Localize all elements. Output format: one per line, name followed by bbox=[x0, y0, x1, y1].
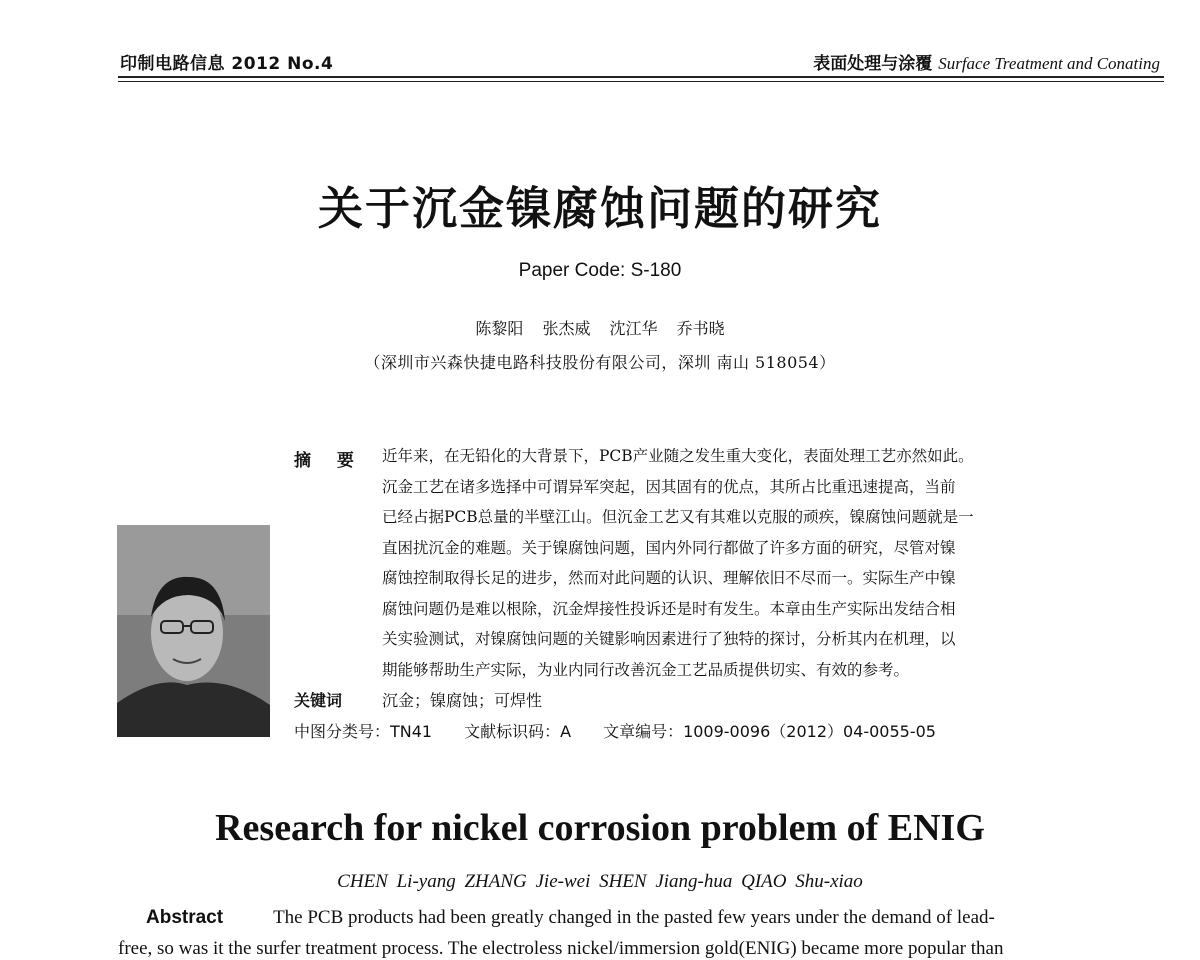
keywords-value: 沉金；镍腐蚀；可焊性 bbox=[382, 691, 543, 710]
abstract-zh-line: 腐蚀问题仍是难以根除，沉金焊接性投诉还是时有发生。本章由生产实际出发结合相 bbox=[382, 599, 956, 618]
section-header-en: Surface Treatment and Conating bbox=[938, 54, 1160, 73]
header-rule-thin bbox=[118, 81, 1164, 82]
document-code: 文献标识码：A bbox=[464, 722, 572, 741]
paper-code: Paper Code: S-180 bbox=[518, 260, 682, 281]
abstract-zh-text bbox=[382, 441, 1082, 685]
journal-header: 印制电路信息 2012 No.4 bbox=[120, 54, 334, 74]
abstract-en-label: Abstract bbox=[146, 907, 224, 928]
affiliation-zh: （深圳市兴森快捷电路科技股份有限公司，深圳 南山 518054） bbox=[364, 353, 836, 372]
abstract-zh-line: 腐蚀控制取得长足的进步，然而对此问题的认识、理解依旧不尽而一。实际生产中镍 bbox=[382, 569, 956, 587]
abstract-en-first-line bbox=[146, 906, 995, 929]
paper-title-en: Research for nickel corrosion problem of ENIG bbox=[215, 807, 985, 849]
abstract-en-text: The PCB products had been greatly changed in the pasted few years under the demand of lead- bbox=[273, 907, 995, 928]
classification-row bbox=[294, 719, 936, 742]
abstract-zh-line: 直困扰沉金的难题。关于镍腐蚀问题，国内外同行都做了许多方面的研究，尽管对镍 bbox=[382, 538, 956, 557]
paper-title-zh: 关于沉金镍腐蚀问题的研究 bbox=[317, 182, 882, 235]
abstract-en-second-line: free, so was it the surfer treatment process. The electroless nickel/immersion gold(ENIG) became more popular than bbox=[118, 938, 1004, 959]
section-header-zh: 表面处理与涂覆 bbox=[813, 54, 933, 74]
header-rule-thick bbox=[118, 76, 1164, 78]
keywords-row bbox=[294, 688, 542, 711]
abstract-zh-line: 沉金工艺在诸多选择中可谓异军突起，因其固有的优点，其所占比重迅速提高，当前 bbox=[382, 477, 956, 496]
abstract-zh-line: 期能够帮助生产实际，为业内同行改善沉金工艺品质提供切实、有效的参考。 bbox=[382, 660, 910, 679]
authors-zh: 陈黎阳 张杰威 沈江华 乔书晓 bbox=[475, 319, 725, 338]
article-number: 文章编号：1009-0096（2012）04-0055-05 bbox=[603, 722, 936, 741]
authors-en: CHEN Li-yang ZHANG Jie-wei SHEN Jiang-hua QIAO Shu-xiao bbox=[337, 871, 863, 892]
section-header bbox=[813, 49, 1160, 74]
abstract-zh-line: 近年来，在无铅化的大背景下，PCB产业随之发生重大变化，表面处理工艺亦然如此。 bbox=[382, 447, 974, 465]
keywords-label: 关键词 bbox=[294, 691, 343, 710]
abstract-zh-line: 已经占据PCB总量的半壁江山。但沉金工艺又有其难以克服的顽疾，镍腐蚀问题就是一 bbox=[382, 508, 974, 526]
abstract-zh-line: 关实验测试，对镍腐蚀问题的关键影响因素进行了独特的探讨，分析其内在机理，以 bbox=[382, 630, 956, 648]
abstract-zh-label: 摘 要 bbox=[294, 451, 364, 471]
author-photo bbox=[117, 525, 270, 737]
clc-number: 中图分类号：TN41 bbox=[294, 722, 433, 741]
